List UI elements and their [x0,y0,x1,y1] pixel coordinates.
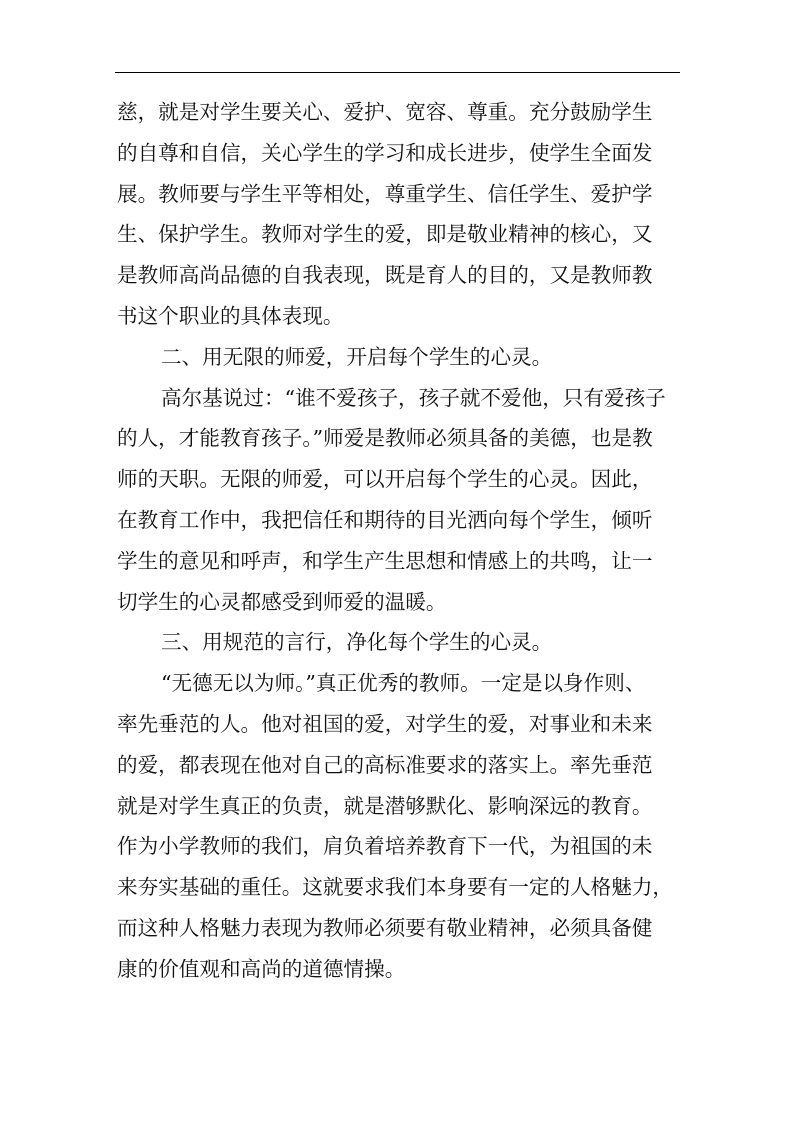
paragraph-line: 率先垂范的人。他对祖国的爱，对学生的爱，对事业和未来 [117,711,653,736]
paragraph-line: 高尔基说过：“谁不爱孩子，孩子就不爱他，只有爱孩子 [161,385,666,410]
header-rule [115,72,680,73]
section-heading: 三、用规范的言行，净化每个学生的心灵。 [161,630,553,655]
paragraph-line: 师的天职。无限的师爱，可以开启每个学生的心灵。因此， [117,467,653,492]
paragraph-line: 书这个职业的具体表现。 [117,303,344,328]
paragraph-line: 的人，才能教育孩子。”师爱是教师必须具备的美德，也是教 [117,426,653,451]
paragraph-line: 的自尊和自信，关心学生的学习和成长进步，使学生全面发 [117,140,653,165]
section-heading: 二、用无限的师爱，开启每个学生的心灵。 [161,344,553,369]
paragraph-line: 是教师高尚品德的自我表现，既是育人的目的，又是教师教 [117,263,653,288]
paragraph-line: 的爱，都表现在他对自己的高标准要求的落实上。率先垂范 [117,752,653,777]
paragraph-line: 作为小学教师的我们，肩负着培养教育下一代，为祖国的未 [117,834,653,859]
paragraph-line: 展。教师要与学生平等相处，尊重学生、信任学生、爱护学 [117,181,653,206]
paragraph-line: 切学生的心灵都感受到师爱的温暖。 [117,589,447,614]
paragraph-line: 生、保护学生。教师对学生的爱，即是敬业精神的核心，又 [117,222,653,247]
paragraph-line: “无德无以为师。”真正优秀的教师。一定是以身作则、 [161,671,646,696]
paragraph-line: 而这种人格魅力表现为教师必须要有敬业精神，必须具备健 [117,915,653,940]
paragraph-line: 学生的意见和呼声，和学生产生思想和情感上的共鸣，让一 [117,548,653,573]
paragraph-line: 来夯实基础的重任。这就要求我们本身要有一定的人格魅力， [117,875,674,900]
paragraph-line: 就是对学生真正的负责，就是潜够默化、影响深远的教育。 [117,793,653,818]
paragraph-line: 慈，就是对学生要关心、爱护、宽容、尊重。充分鼓励学生 [117,100,653,124]
paragraph-line: 在教育工作中，我把信任和期待的目光洒向每个学生，倾听 [117,507,653,532]
paragraph-line: 康的价值观和高尚的道德情操。 [117,956,406,981]
document-body [117,92,680,990]
